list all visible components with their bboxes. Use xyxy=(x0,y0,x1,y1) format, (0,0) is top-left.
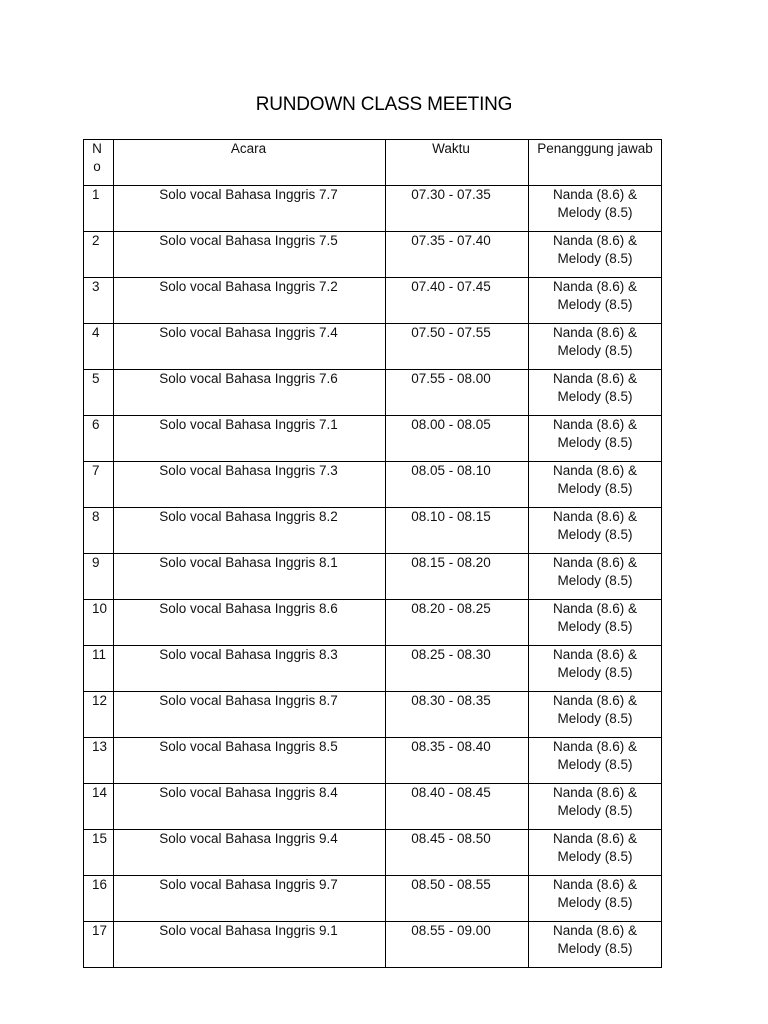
pj-line-1: Nanda (8.6) & xyxy=(552,509,638,524)
cell-penanggung-jawab xyxy=(529,416,662,462)
cell-no: 16 xyxy=(84,876,114,922)
column-header-no-label: N o xyxy=(92,141,102,174)
pj-line-1: Nanda (8.6) & xyxy=(552,187,638,202)
cell-waktu: 08.45 - 08.50 xyxy=(386,830,529,876)
pj-line-1: Nanda (8.6) & xyxy=(552,647,638,662)
pj-line-2: Melody (8.5) xyxy=(557,573,633,588)
cell-penanggung-jawab xyxy=(529,784,662,830)
pj-line-2: Melody (8.5) xyxy=(557,895,633,910)
cell-no: 1 xyxy=(84,186,114,232)
pj-line-1: Nanda (8.6) & xyxy=(552,233,638,248)
column-header-penanggung-jawab: Penanggung jawab xyxy=(529,140,662,186)
table-row xyxy=(84,738,662,784)
pj-line-1: Nanda (8.6) & xyxy=(552,601,638,616)
pj-line-1: Nanda (8.6) & xyxy=(552,371,638,386)
cell-no: 12 xyxy=(84,692,114,738)
pj-line-1: Nanda (8.6) & xyxy=(552,923,638,938)
pj-line-1: Nanda (8.6) & xyxy=(552,739,638,754)
cell-acara: Solo vocal Bahasa Inggris 8.7 xyxy=(114,692,386,738)
pj-line-2: Melody (8.5) xyxy=(557,435,633,450)
table-row xyxy=(84,186,662,232)
cell-acara: Solo vocal Bahasa Inggris 9.4 xyxy=(114,830,386,876)
page-title: RUNDOWN CLASS MEETING xyxy=(255,94,513,115)
cell-no: 11 xyxy=(84,646,114,692)
column-header-waktu: Waktu xyxy=(386,140,529,186)
pj-line-1: Nanda (8.6) & xyxy=(552,463,638,478)
cell-waktu: 08.30 - 08.35 xyxy=(386,692,529,738)
pj-line-1: Nanda (8.6) & xyxy=(552,555,638,570)
table-row xyxy=(84,600,662,646)
table-row xyxy=(84,554,662,600)
cell-penanggung-jawab xyxy=(529,554,662,600)
table-row xyxy=(84,462,662,508)
cell-waktu: 08.40 - 08.45 xyxy=(386,784,529,830)
cell-acara: Solo vocal Bahasa Inggris 7.3 xyxy=(114,462,386,508)
cell-waktu: 08.35 - 08.40 xyxy=(386,738,529,784)
cell-waktu: 08.25 - 08.30 xyxy=(386,646,529,692)
cell-no: 2 xyxy=(84,232,114,278)
cell-acara: Solo vocal Bahasa Inggris 8.4 xyxy=(114,784,386,830)
cell-penanggung-jawab xyxy=(529,324,662,370)
cell-waktu: 07.55 - 08.00 xyxy=(386,370,529,416)
cell-penanggung-jawab xyxy=(529,692,662,738)
cell-no: 4 xyxy=(84,324,114,370)
cell-penanggung-jawab xyxy=(529,278,662,324)
cell-acara: Solo vocal Bahasa Inggris 7.7 xyxy=(114,186,386,232)
cell-no: 5 xyxy=(84,370,114,416)
pj-line-2: Melody (8.5) xyxy=(557,757,633,772)
pj-line-2: Melody (8.5) xyxy=(557,205,633,220)
pj-line-2: Melody (8.5) xyxy=(557,481,633,496)
cell-acara: Solo vocal Bahasa Inggris 7.5 xyxy=(114,232,386,278)
pj-line-2: Melody (8.5) xyxy=(557,527,633,542)
pj-line-2: Melody (8.5) xyxy=(557,389,633,404)
cell-no: 8 xyxy=(84,508,114,554)
cell-penanggung-jawab xyxy=(529,646,662,692)
cell-acara: Solo vocal Bahasa Inggris 7.1 xyxy=(114,416,386,462)
cell-penanggung-jawab xyxy=(529,370,662,416)
rundown-table xyxy=(83,139,662,968)
pj-line-2: Melody (8.5) xyxy=(557,711,633,726)
cell-penanggung-jawab xyxy=(529,830,662,876)
cell-no: 6 xyxy=(84,416,114,462)
cell-no: 14 xyxy=(84,784,114,830)
cell-no: 17 xyxy=(84,922,114,968)
cell-no: 15 xyxy=(84,830,114,876)
cell-penanggung-jawab xyxy=(529,738,662,784)
cell-waktu: 08.00 - 08.05 xyxy=(386,416,529,462)
table-row xyxy=(84,370,662,416)
pj-line-1: Nanda (8.6) & xyxy=(552,693,638,708)
pj-line-1: Nanda (8.6) & xyxy=(552,831,638,846)
table-row xyxy=(84,692,662,738)
cell-no: 10 xyxy=(84,600,114,646)
cell-waktu: 07.30 - 07.35 xyxy=(386,186,529,232)
cell-no: 13 xyxy=(84,738,114,784)
cell-acara: Solo vocal Bahasa Inggris 8.5 xyxy=(114,738,386,784)
pj-line-1: Nanda (8.6) & xyxy=(552,279,638,294)
cell-penanggung-jawab xyxy=(529,186,662,232)
table-row xyxy=(84,922,662,968)
cell-penanggung-jawab xyxy=(529,508,662,554)
pj-line-1: Nanda (8.6) & xyxy=(552,417,638,432)
table-body xyxy=(84,186,662,968)
table-row xyxy=(84,646,662,692)
cell-acara: Solo vocal Bahasa Inggris 8.3 xyxy=(114,646,386,692)
cell-penanggung-jawab xyxy=(529,232,662,278)
pj-line-2: Melody (8.5) xyxy=(557,941,633,956)
cell-acara: Solo vocal Bahasa Inggris 9.1 xyxy=(114,922,386,968)
pj-line-2: Melody (8.5) xyxy=(557,251,633,266)
cell-no: 7 xyxy=(84,462,114,508)
cell-acara: Solo vocal Bahasa Inggris 7.2 xyxy=(114,278,386,324)
pj-line-2: Melody (8.5) xyxy=(557,619,633,634)
cell-acara: Solo vocal Bahasa Inggris 8.6 xyxy=(114,600,386,646)
cell-no: 9 xyxy=(84,554,114,600)
table-row xyxy=(84,416,662,462)
cell-waktu: 08.50 - 08.55 xyxy=(386,876,529,922)
cell-waktu: 08.15 - 08.20 xyxy=(386,554,529,600)
cell-penanggung-jawab xyxy=(529,922,662,968)
cell-penanggung-jawab xyxy=(529,600,662,646)
pj-line-2: Melody (8.5) xyxy=(557,803,633,818)
table-row xyxy=(84,232,662,278)
table-row xyxy=(84,830,662,876)
pj-line-2: Melody (8.5) xyxy=(557,343,633,358)
cell-acara: Solo vocal Bahasa Inggris 7.4 xyxy=(114,324,386,370)
cell-waktu: 07.40 - 07.45 xyxy=(386,278,529,324)
pj-line-1: Nanda (8.6) & xyxy=(552,877,638,892)
cell-acara: Solo vocal Bahasa Inggris 7.6 xyxy=(114,370,386,416)
column-header-no xyxy=(84,140,114,186)
pj-line-2: Melody (8.5) xyxy=(557,665,633,680)
cell-waktu: 07.35 - 07.40 xyxy=(386,232,529,278)
cell-penanggung-jawab xyxy=(529,876,662,922)
cell-waktu: 08.10 - 08.15 xyxy=(386,508,529,554)
pj-line-1: Nanda (8.6) & xyxy=(552,325,638,340)
table-row xyxy=(84,278,662,324)
cell-acara: Solo vocal Bahasa Inggris 8.2 xyxy=(114,508,386,554)
cell-acara: Solo vocal Bahasa Inggris 8.1 xyxy=(114,554,386,600)
cell-waktu: 08.20 - 08.25 xyxy=(386,600,529,646)
cell-waktu: 08.05 - 08.10 xyxy=(386,462,529,508)
pj-line-2: Melody (8.5) xyxy=(557,849,633,864)
cell-penanggung-jawab xyxy=(529,462,662,508)
table-row xyxy=(84,324,662,370)
table-row xyxy=(84,508,662,554)
column-header-acara: Acara xyxy=(114,140,386,186)
cell-waktu: 08.55 - 09.00 xyxy=(386,922,529,968)
table-row xyxy=(84,784,662,830)
cell-no: 3 xyxy=(84,278,114,324)
pj-line-1: Nanda (8.6) & xyxy=(552,785,638,800)
table-row xyxy=(84,876,662,922)
cell-acara: Solo vocal Bahasa Inggris 9.7 xyxy=(114,876,386,922)
pj-line-2: Melody (8.5) xyxy=(557,297,633,312)
cell-waktu: 07.50 - 07.55 xyxy=(386,324,529,370)
table-header-row xyxy=(84,140,662,186)
